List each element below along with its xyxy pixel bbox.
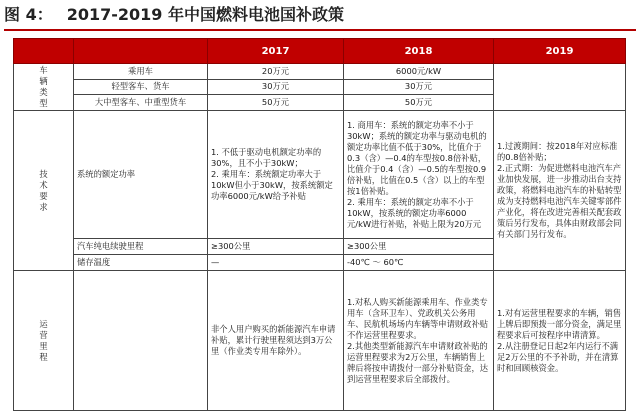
table-row (14, 271, 626, 411)
policy-table (13, 38, 626, 411)
value-2017-cell: 50万元 (208, 95, 344, 111)
header-2019: 2019 (494, 39, 626, 64)
value-2019-cell-empty (494, 64, 626, 111)
label-char: 程 (39, 351, 48, 362)
label-char: 技 (39, 168, 48, 179)
ops-2018: 1.对私人购买新能源乘用车、作业类专用车（含环卫车）、党政机关公务用车、民航机场场内车辆等申请财政补贴不作运营里程要求。 2.其他类型新能源汽车申请财政补贴的运营里程要求为2万公里，车辆销售上牌后将按申请拨付一部分补贴资金，达到运营里程要求后全部拨付。 (344, 271, 494, 411)
storage-temp-label: 储存温度 (74, 255, 208, 271)
label-char: 术 (39, 179, 48, 190)
range-2017: ≥300公里 (208, 239, 344, 255)
table-row (14, 64, 626, 80)
section-label-vehicle (14, 64, 74, 111)
figure-title (4, 2, 344, 28)
label-char: 求 (39, 201, 48, 212)
section-label-tech (14, 111, 74, 271)
label-char: 运 (39, 318, 48, 329)
vehicle-type-cell: 大中型客车、中重型货车 (74, 95, 208, 111)
value-2017-cell: 30万元 (208, 79, 344, 95)
storage-temp-2017: — (208, 255, 344, 271)
rated-power-2018: 1. 商用车：系统的额定功率不小于30kW；系统的额定功率与驱动电机的额定功率比值不低于30%，比值介于0.3（含）—0.4的车型按0.8倍补贴，比值介于0.4（含）—0.5的车型按0.9倍补贴，比值在0.5（含）以上的车型按1倍补贴。 2. 乘用车：系统的额定功率不小于10kW，按系统的额定功率6000元/kW进行补贴，补贴上限为20万元 (344, 111, 494, 239)
title-underline (4, 29, 636, 31)
label-char: 车 (39, 65, 48, 75)
label-char: 型 (39, 98, 48, 108)
header-blank-2 (74, 39, 208, 64)
label-char: 里 (39, 340, 48, 351)
label-char: 要 (39, 190, 48, 201)
label-char: 类 (39, 87, 48, 97)
rated-power-2017: 1. 不低于驱动电机额定功率的30%，且不小于30kW； 2. 乘用车：系统额定功率大于10kW但小于30kW，按系统额定功率6000元/kW给予补贴 (208, 111, 344, 239)
header-row (14, 39, 626, 64)
header-2018: 2018 (344, 39, 494, 64)
range-2018: ≥300公里 (344, 239, 494, 255)
range-label: 汽车纯电续驶里程 (74, 239, 208, 255)
header-blank-1 (14, 39, 74, 64)
label-char: 辆 (39, 76, 48, 86)
rated-power-label: 系统的额定功率 (74, 111, 208, 239)
figure-title-text: 2017-2019 年中国燃料电池国补政策 (66, 5, 344, 24)
value-2018-cell: 30万元 (344, 79, 494, 95)
ops-2017: 非个人用户购买的新能源汽车申请补贴，累计行驶里程须达到3万公里（作业类专用车除外）。 (208, 271, 344, 411)
ops-blank-cell (74, 271, 208, 411)
vehicle-type-cell: 乘用车 (74, 64, 208, 80)
tech-2019: 1.过渡期间：按2018年对应标准的0.8倍补贴； 2.正式期：为促进燃料电池汽车产业加快发展，进一步推动出台支持政策，将燃料电池汽车的补贴转型成为支持燃料电池汽车关键零部件产业化，将在改进完善相关配套政策后另行发布，具体由财政部会同有关部门另行发布。 (494, 111, 626, 271)
storage-temp-2018: -40℃ ～ 60℃ (344, 255, 494, 271)
value-2018-cell: 50万元 (344, 95, 494, 111)
table-row (14, 111, 626, 239)
figure-number: 图 4： (4, 5, 53, 24)
section-label-ops (14, 271, 74, 411)
ops-2019: 1.对有运营里程要求的车辆，销售上牌后即预拨一部分资金，满足里程要求后可按程序申请清算。 2.从注册登记日起2年内运行不满足2万公里的不予补助，并在清算时和回顾核资金。 (494, 271, 626, 411)
value-2017-cell: 20万元 (208, 64, 344, 80)
label-char: 营 (39, 329, 48, 340)
header-2017: 2017 (208, 39, 344, 64)
value-2018-cell: 6000元/kW (344, 64, 494, 80)
vehicle-type-cell: 轻型客车、货车 (74, 79, 208, 95)
